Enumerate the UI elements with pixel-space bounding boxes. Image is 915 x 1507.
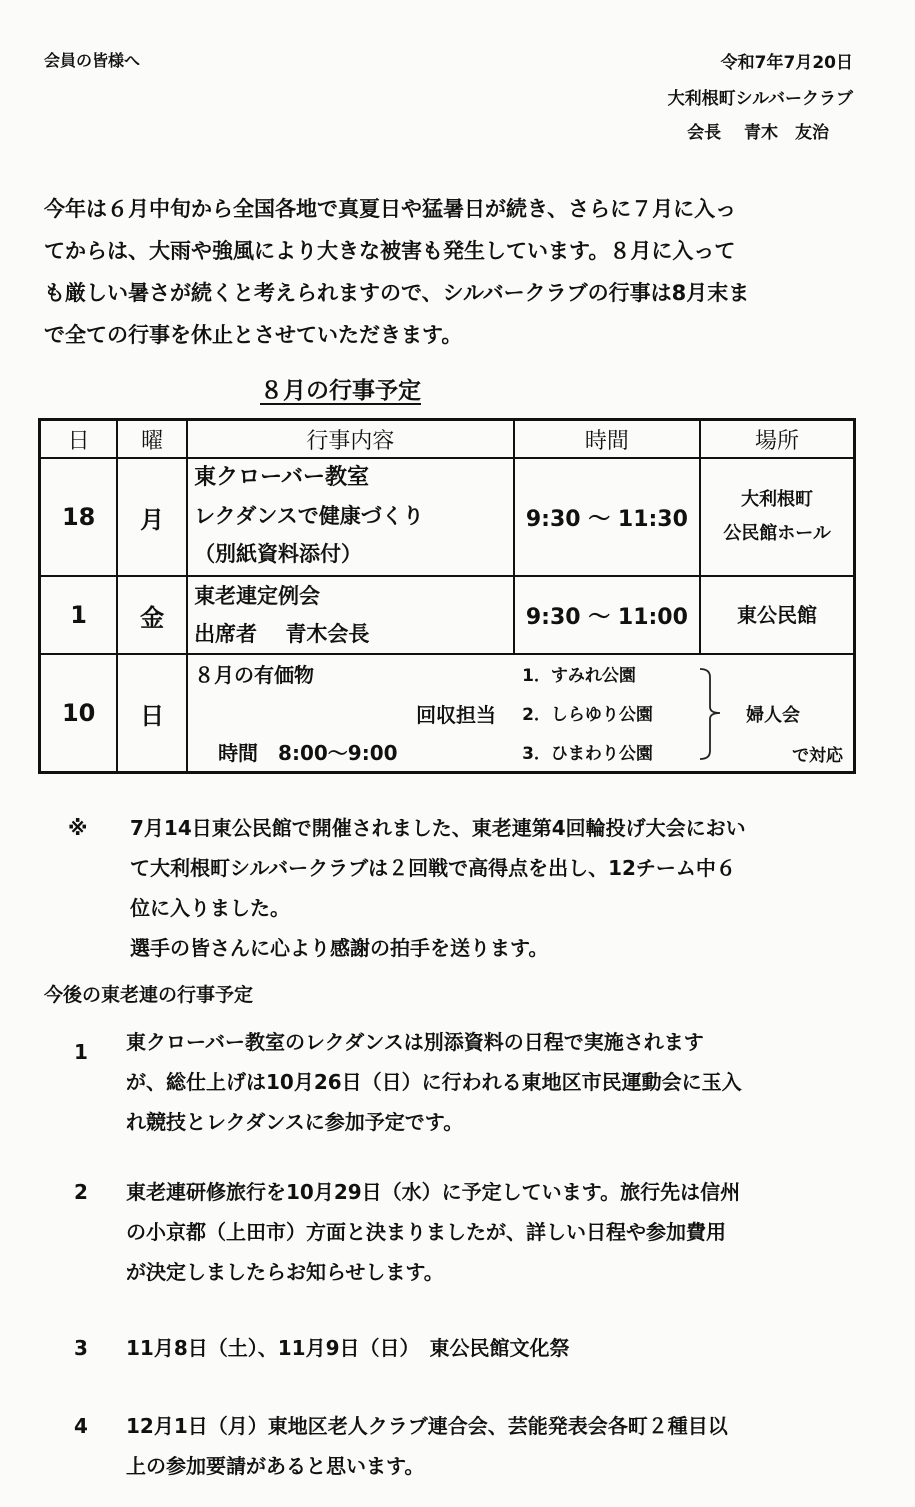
intro-line: てからは、大雨や強風により大きな被害も発生しています。８月に入って (44, 239, 736, 263)
group-name: 婦人会 (746, 705, 801, 726)
place-cell (700, 576, 854, 654)
intro-line: も厳しい暑さが続くと考えられますので、シルバークラブの行事は8月末ま (44, 281, 750, 305)
intro-paragraph (44, 188, 864, 356)
content-line: 出席者 青木会長 (194, 622, 370, 646)
item-number: 3 (74, 1336, 88, 1360)
item-line: が決定しましたらお知らせします。 (126, 1260, 444, 1284)
content-line: 東クローバー教室 (194, 465, 369, 490)
park-item: 3．ひまわり公園 (522, 744, 653, 764)
future-item (126, 1022, 851, 1142)
addressee: 会員の皆様へ (44, 51, 141, 70)
item-line: 12月1日（月）東地区老人クラブ連合会、芸能発表会各町２種目以 (126, 1414, 728, 1438)
item-line: れ競技とレクダンスに参加予定です。 (126, 1110, 464, 1134)
time-cell: 9:30 〜 11:00 (514, 576, 700, 654)
intro-line: 今年は６月中旬から全国各地で真夏日や猛暑日が続き、さらに７月に入っ (44, 197, 737, 221)
header-place: 場所 (700, 420, 854, 459)
collection-hours: 時間 8:00〜9:00 (218, 741, 398, 765)
place-line: 大利根町 (741, 489, 814, 510)
organization-name: 大利根町シルバークラブ (667, 89, 853, 109)
day-cell: 1 (40, 576, 118, 654)
park-item: 1．すみれ公園 (522, 666, 636, 686)
park-item: 2．しらゆり公園 (522, 705, 653, 725)
note-mark: ※ (68, 816, 88, 840)
future-item (126, 1406, 851, 1486)
note-paragraph (130, 808, 850, 968)
time-cell: 9:30 〜 11:30 (514, 458, 700, 576)
place-line: 東公民館 (737, 603, 818, 627)
future-item (126, 1328, 851, 1368)
header-weekday: 曜 (117, 420, 187, 459)
table-row (40, 576, 855, 654)
group-suffix: で対応 (792, 746, 844, 766)
place-line: 公民館ホール (723, 523, 831, 544)
item-line: 東クローバー教室のレクダンスは別添資料の日程で実施されます (126, 1030, 704, 1054)
table-row (40, 654, 855, 773)
item-number: 4 (74, 1414, 88, 1438)
weekday-cell: 月 (117, 458, 187, 576)
item-number: 1 (74, 1040, 88, 1064)
content-cell (187, 576, 514, 654)
header-time: 時間 (514, 420, 700, 459)
content-line: （別紙資料添付） (194, 542, 363, 566)
item-line: 11月8日（土）、11月9日（日） 東公民館文化祭 (126, 1336, 570, 1360)
future-title: 今後の東老連の行事予定 (44, 984, 254, 1006)
day-cell: 10 (40, 654, 118, 773)
future-item (126, 1172, 851, 1292)
header-day: 日 (40, 420, 118, 459)
weekday-cell: 日 (117, 654, 187, 773)
collection-block (188, 655, 853, 771)
day-cell: 18 (40, 458, 118, 576)
note-line: 選手の皆さんに心より感謝の拍手を送ります。 (130, 936, 549, 960)
letter-date: 令和7年7月20日 (720, 53, 853, 73)
content-cell (187, 458, 514, 576)
note-line: て大利根町シルバークラブは２回戦で高得点を出し、12チーム中６ (130, 856, 736, 880)
item-line: 東老連研修旅行を10月29日（水）に予定しています。旅行先は信州 (126, 1180, 741, 1204)
note-line: 7月14日東公民館で開催されました、東老連第4回輪投げ大会におい (130, 816, 746, 840)
bracket-icon (696, 663, 726, 763)
table-header-row (40, 420, 855, 459)
item-line: 上の参加要請があると思います。 (126, 1454, 425, 1478)
schedule-title: ８月の行事予定 (260, 378, 421, 404)
content-line: 東老連定例会 (194, 584, 321, 608)
collector-label: 回収担当 (416, 703, 497, 727)
item-number: 2 (74, 1180, 88, 1204)
schedule-table (38, 418, 856, 774)
item-line: の小京都（上田市）方面と決まりましたが、詳しい日程や参加費用 (126, 1220, 726, 1244)
note-line: 位に入りました。 (130, 896, 290, 920)
place-cell (700, 458, 854, 576)
collection-title: ８月の有価物 (194, 663, 315, 687)
content-line: レクダンスで健康づくり (194, 504, 424, 528)
header-content: 行事内容 (187, 420, 514, 459)
intro-line: で全ての行事を休止とさせていただきます。 (44, 323, 463, 347)
collection-cell (187, 654, 854, 773)
weekday-cell: 金 (117, 576, 187, 654)
sender-name: 会長 青木 友治 (687, 123, 829, 143)
table-row (40, 458, 855, 576)
item-line: が、総仕上げは10月26日（日）に行われる東地区市民運動会に玉入 (126, 1070, 742, 1094)
